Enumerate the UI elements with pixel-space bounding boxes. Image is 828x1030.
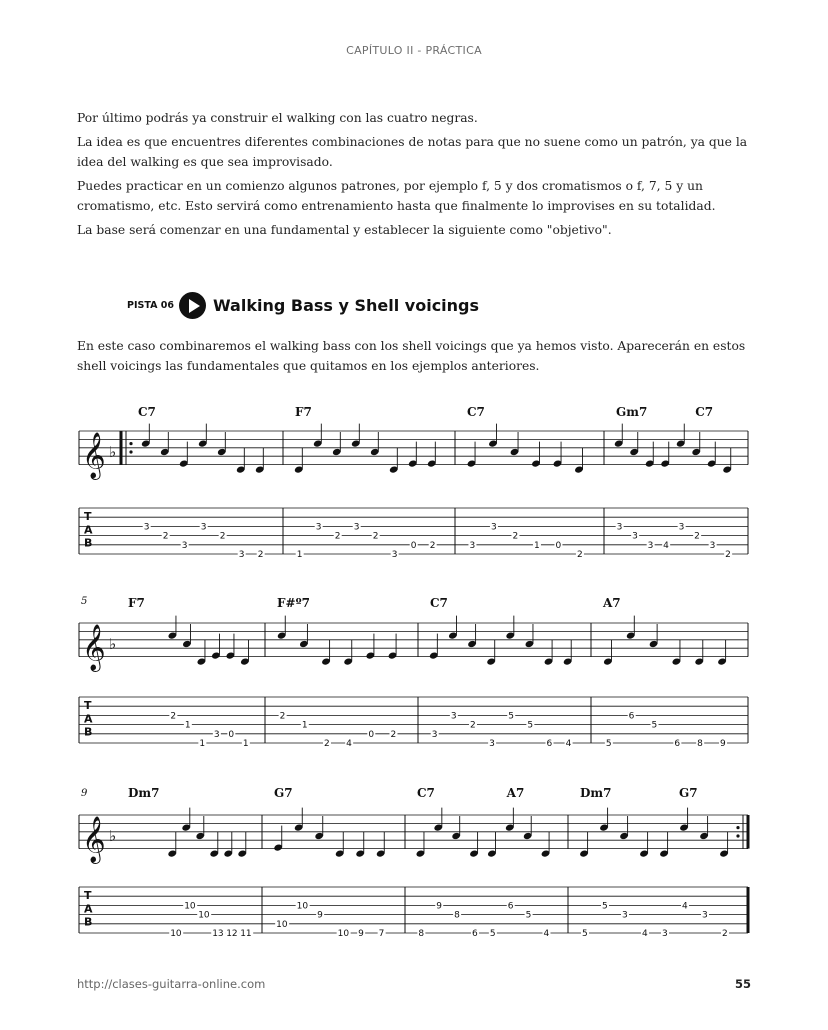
tab-fret-number: 5 — [602, 901, 608, 912]
tab-fret-number: 3 — [709, 540, 716, 551]
tab-fret-number: 9 — [436, 901, 442, 912]
tab-fret-number: 6 — [546, 739, 553, 749]
treble-clef-icon: 𝄞 — [82, 432, 106, 479]
tab-letter: T — [84, 509, 92, 523]
tab-fret-number: 2 — [469, 720, 476, 731]
tab-fret-number: 3 — [622, 910, 628, 921]
tab-fret-number: 2 — [170, 711, 177, 722]
measure-number: 5 — [81, 596, 88, 607]
tab-fret-number: 3 — [469, 540, 476, 551]
tab-fret-number: 4 — [565, 739, 572, 749]
chord-symbol: G7 — [679, 786, 698, 800]
tab-fret-number: 3 — [632, 531, 638, 542]
tab-fret-number: 10 — [276, 919, 288, 930]
tab-fret-number: 2 — [576, 550, 583, 560]
tab-fret-number: 5 — [489, 929, 496, 939]
tab-fret-number: 10 — [170, 929, 182, 939]
chord-symbol: A7 — [506, 786, 525, 800]
tab-fret-number: 10 — [184, 901, 196, 912]
track-label: PISTA 06 — [127, 299, 174, 311]
tab-fret-number: 3 — [391, 550, 398, 560]
tab-fret-number: 3 — [315, 522, 322, 533]
flat-key-signature-icon: ♭ — [109, 635, 117, 654]
tab-fret-number: 1 — [199, 739, 206, 749]
tab-fret-number: 1 — [301, 720, 308, 731]
page-number: 55 — [734, 977, 751, 991]
tab-fret-number: 5 — [605, 739, 612, 749]
tab-fret-number: 6 — [471, 929, 478, 939]
tab-letter: A — [84, 712, 93, 726]
tab-letter: A — [84, 902, 93, 916]
chord-symbol: C7 — [467, 405, 485, 419]
chord-symbol: Gm7 — [616, 405, 648, 419]
section-title: Walking Bass y Shell voicings — [212, 295, 480, 315]
tab-fret-number: 4 — [682, 901, 688, 912]
chord-symbol: C7 — [417, 786, 435, 800]
tab-fret-number: 2 — [429, 540, 436, 551]
tab-fret-number: 2 — [390, 729, 397, 740]
tab-fret-number: 1 — [242, 739, 249, 749]
tab-fret-number: 1 — [184, 720, 191, 731]
tab-fret-number: 5 — [525, 910, 532, 921]
tab-letter: B — [84, 915, 93, 929]
tab-fret-number: 2 — [372, 531, 379, 542]
tab-fret-number: 6 — [507, 901, 514, 912]
tab-fret-number: 4 — [663, 540, 669, 551]
chord-symbol: F#º7 — [277, 596, 310, 610]
tab-fret-number: 9 — [720, 739, 726, 749]
tab-fret-number: 2 — [257, 550, 264, 560]
tab-letter: A — [84, 523, 93, 537]
tab-fret-number: 2 — [323, 739, 330, 749]
tab-fret-number: 8 — [697, 739, 703, 749]
tab-fret-number: 3 — [662, 929, 668, 939]
chord-symbol: C7 — [138, 405, 156, 419]
tab-fret-number: 3 — [647, 540, 654, 551]
tab-fret-number: 8 — [454, 910, 460, 921]
tab-fret-number: 10 — [198, 910, 210, 921]
tab-fret-number: 5 — [508, 711, 514, 722]
measure-number: 9 — [81, 788, 88, 799]
tab-fret-number: 0 — [228, 729, 235, 740]
tab-fret-number: 2 — [722, 929, 728, 939]
flat-key-signature-icon: ♭ — [109, 827, 117, 846]
chord-symbol: C7 — [430, 596, 448, 610]
tab-letter: B — [84, 725, 93, 739]
tab-fret-number: 3 — [450, 711, 457, 722]
repeat-dot — [129, 450, 132, 453]
tab-fret-number: 5 — [651, 720, 658, 731]
repeat-dot — [129, 442, 132, 445]
chord-symbol: Dm7 — [580, 786, 612, 800]
paragraph-2: La idea es que encuentres diferentes combinaciones de notas para que no suene como un patrón, ya que la idea del walking es que sea improvisado. — [77, 135, 748, 169]
repeat-dot — [736, 826, 739, 829]
tab-fret-number: 0 — [410, 540, 417, 551]
tab-fret-number: 3 — [200, 522, 207, 533]
chord-symbol: C7 — [695, 405, 714, 419]
paragraph-3: Puedes practicar en un comienzo algunos patrones, por ejemplo f, 5 y dos cromatismos o f, 7, 5 y un cromatismo, etc. Esto servirá como entrenamiento hasta que finalmente lo improvises en su totalidad. — [77, 179, 716, 213]
tab-letter: T — [84, 888, 92, 902]
tab-fret-number: 3 — [238, 550, 245, 560]
paragraph-1: Por último podrás ya construir el walking con las cuatro negras. — [77, 111, 478, 125]
tab-fret-number: 6 — [628, 711, 635, 722]
tab-fret-number: 13 — [212, 929, 224, 939]
chord-symbol: F7 — [295, 405, 312, 419]
tab-letter: B — [84, 536, 93, 550]
chord-symbol: Dm7 — [128, 786, 160, 800]
tab-fret-number: 6 — [674, 739, 681, 749]
tab-fret-number: 2 — [219, 531, 226, 542]
treble-clef-icon: 𝄞 — [82, 816, 106, 863]
tab-fret-number: 2 — [512, 531, 519, 542]
repeat-dot — [736, 834, 739, 837]
tab-fret-number: 0 — [555, 540, 562, 551]
tab-fret-number: 12 — [226, 929, 238, 939]
tab-fret-number: 3 — [181, 540, 188, 551]
tab-fret-number: 2 — [279, 711, 286, 722]
chord-symbol: F7 — [128, 596, 145, 610]
tab-fret-number: 2 — [694, 531, 700, 542]
tab-letter: T — [84, 698, 92, 712]
tab-fret-number: 5 — [582, 929, 588, 939]
chapter-header: CAPÍTULO II - PRÁCTICA — [346, 44, 482, 57]
tab-fret-number: 0 — [368, 729, 375, 740]
tab-fret-number: 10 — [337, 929, 350, 939]
intro-paragraph: En este caso combinaremos el walking bass con los shell voicings que ya hemos visto. Aparecerán en estos shell voicings las fundamentales que quitamos en los ejemplos anteriores. — [77, 339, 746, 373]
footer-url[interactable]: http://clases-guitarra-online.com — [77, 977, 266, 991]
tab-fret-number: 3 — [678, 522, 685, 533]
tab-fret-number: 10 — [296, 901, 309, 912]
tab-fret-number: 3 — [616, 522, 623, 533]
tab-fret-number: 3 — [143, 522, 150, 533]
tab-fret-number: 4 — [346, 739, 352, 749]
treble-clef-icon: 𝄞 — [82, 624, 106, 671]
tab-fret-number: 5 — [527, 720, 534, 731]
flat-key-signature-icon: ♭ — [109, 443, 117, 462]
tab-fret-number: 3 — [702, 910, 708, 921]
tab-fret-number: 3 — [490, 522, 497, 533]
chord-symbol: A7 — [603, 596, 621, 610]
tab-fret-number: 2 — [162, 531, 169, 542]
tab-fret-number: 3 — [489, 739, 495, 749]
tab-fret-number: 3 — [431, 729, 438, 740]
tab-fret-number: 3 — [213, 729, 220, 740]
tab-fret-number: 4 — [543, 929, 550, 939]
tab-fret-number: 9 — [358, 929, 364, 939]
tab-fret-number: 2 — [725, 550, 731, 560]
tab-fret-number: 8 — [418, 929, 425, 939]
chord-symbol: G7 — [274, 786, 293, 800]
tab-fret-number: 4 — [642, 929, 648, 939]
tab-fret-number: 1 — [296, 550, 303, 560]
tab-fret-number: 3 — [353, 522, 360, 533]
tab-fret-number: 2 — [334, 531, 341, 542]
tab-fret-number: 1 — [533, 540, 540, 551]
tab-fret-number: 11 — [240, 929, 252, 939]
tab-fret-number: 7 — [378, 929, 385, 939]
paragraph-4: La base será comenzar en una fundamental y establecer la siguiente como "objetivo". — [77, 223, 612, 237]
tab-fret-number: 9 — [317, 910, 323, 921]
